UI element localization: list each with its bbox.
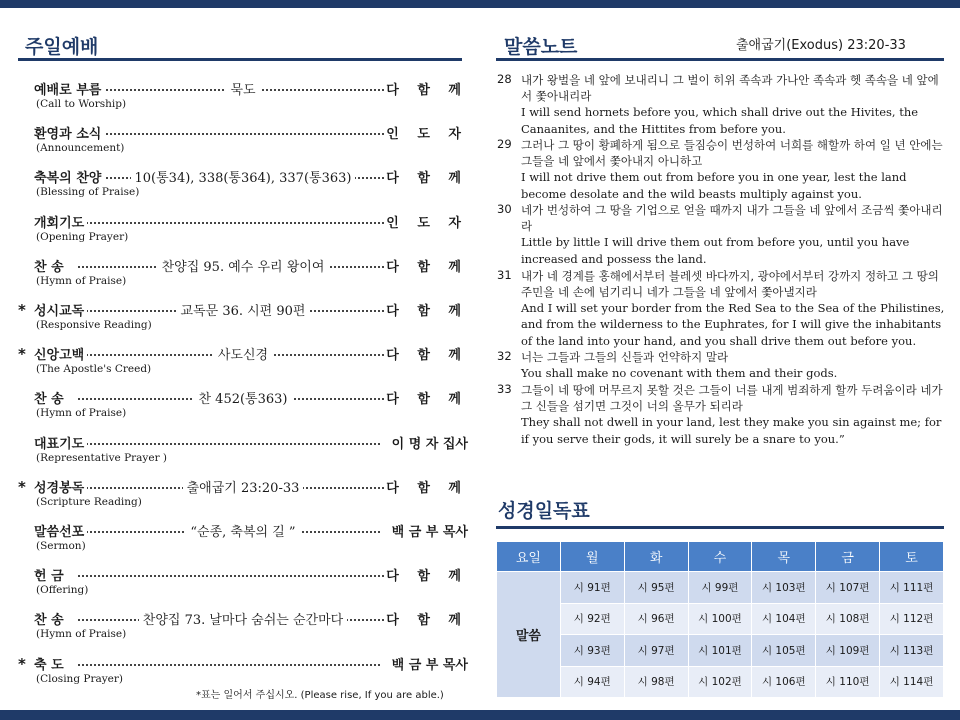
verse-english: They shall not dwell in your land, lest they make you sin against me; for if you serve their gods, it will surely be a snare to you.” [521, 414, 942, 446]
worship-item-detail-text: 교독문 36. 시편 90편 [177, 304, 310, 319]
day-header: 토 [880, 542, 944, 572]
reading-cell: 시 103편 [752, 572, 816, 604]
verse-korean: 너는 그들과 그들의 신들과 언약하지 말라 [521, 350, 729, 365]
worship-item [18, 385, 468, 429]
worship-item [18, 209, 468, 253]
worship-item-detail [113, 256, 373, 275]
reading-cell: 시 92편 [560, 603, 624, 635]
reading-plan-title: 성경일독표 [498, 500, 590, 522]
worship-item-title: 축 도 [34, 654, 67, 673]
verse-korean: 그들이 네 땅에 머무르지 못할 것은 그들이 너를 내게 범죄하게 할까 두려움이라 네가 그 신들을 섬기면 그것이 너의 올무가 되리라 [521, 382, 943, 413]
day-header: 수 [688, 542, 752, 572]
reading-cell: 시 102편 [688, 666, 752, 698]
worship-item-leader: 다 함 께 [386, 344, 468, 363]
verse-number: 33 [497, 381, 512, 396]
worship-item-english: (Closing Prayer) [36, 672, 123, 685]
worship-item-title: 헌 금 [34, 565, 67, 584]
corner-label: 요일 [497, 542, 561, 572]
standing-footnote: *표는 일어서 주십시오. (Please rise, If you are able.) [196, 690, 444, 701]
reading-cell: 시 105편 [752, 635, 816, 667]
worship-item [18, 76, 468, 120]
worship-item-title: 개회기도 [34, 212, 87, 231]
worship-item-detail-text: 찬양집 95. 예수 우리 왕이여 [158, 260, 329, 275]
reading-plan-table [496, 541, 944, 698]
verse-number: 30 [497, 202, 512, 217]
worship-item [18, 341, 468, 385]
worship-item-english: (Representative Prayer ) [36, 451, 168, 464]
verse-english: I will send hornets before you, which shall drive out the Hivites, the Canaanites, and the Hittites from before you. [521, 105, 919, 136]
worship-item-english: (The Apostle's Creed) [36, 363, 152, 376]
worship-item [18, 606, 468, 650]
worship-item-title: 찬 송 [34, 388, 67, 407]
reading-cell: 시 108편 [816, 603, 880, 635]
worship-item [18, 297, 468, 341]
worship-item-detail-text: 찬양집 73. 날마다 숨쉬는 순간마다 [139, 613, 347, 628]
verse [497, 382, 949, 447]
worship-item-detail-text: 묵도 [226, 83, 259, 98]
scripture-reference: 출애굽기(Exodus) 23:20-33 [736, 38, 906, 53]
worship-item-leader: 다 함 께 [386, 300, 468, 319]
worship-item-leader: 이 명 자 집사 [380, 433, 468, 452]
worship-item-title: 축복의 찬양 [34, 167, 104, 186]
standing-mark: * [18, 301, 26, 319]
leader-dots [78, 656, 388, 666]
verse [497, 137, 949, 202]
verse-number: 29 [497, 137, 512, 152]
worship-item-detail [113, 300, 373, 319]
worship-item-english: (Scripture Reading) [36, 495, 142, 508]
worship-item-leader: 다 함 께 [386, 609, 468, 628]
reading-cell: 시 93편 [560, 635, 624, 667]
worship-item-title: 찬 송 [34, 609, 67, 628]
day-header: 금 [816, 542, 880, 572]
worship-item-title: 성시교독 [34, 300, 87, 319]
worship-item-leader: 다 함 께 [386, 167, 468, 186]
reading-cell: 시 110편 [816, 666, 880, 698]
worship-item [18, 120, 468, 164]
reading-plan-header-row [497, 542, 944, 572]
row-label: 말씀 [497, 572, 561, 698]
worship-item-title: 성경봉독 [34, 477, 87, 496]
reading-cell: 시 113편 [880, 635, 944, 667]
verse-korean: 내가 왕벌을 네 앞에 보내리니 그 벌이 히위 족속과 가나안 족속과 헷 족속을 네 앞에서 쫓아내리라 [521, 73, 939, 103]
day-header: 월 [560, 542, 624, 572]
worship-item-english: (Hymn of Praise) [36, 628, 127, 641]
worship-item-english: (Blessing of Praise) [36, 186, 140, 199]
worship-item-detail [113, 344, 373, 363]
verse-english: I will not drive them out from before you in one year, lest the land become desolate and the wild beasts multiply against you. [521, 170, 907, 201]
verse [497, 268, 949, 350]
worship-item-english: (Responsive Reading) [36, 319, 152, 331]
reading-plan-row [497, 572, 944, 604]
worship-item-english: (Announcement) [36, 142, 125, 155]
reading-cell: 시 111편 [880, 572, 944, 604]
worship-item-detail [113, 609, 373, 628]
verse [497, 349, 949, 382]
sermon-note-title: 말씀노트 [504, 36, 578, 58]
reading-plan-row [497, 635, 944, 667]
reading-cell: 시 96편 [624, 603, 688, 635]
worship-item-detail [113, 167, 373, 186]
worship-item [18, 430, 468, 474]
reading-cell: 시 109편 [816, 635, 880, 667]
worship-item-leader: 백 금 부 목사 [380, 521, 468, 540]
standing-mark: * [18, 654, 26, 673]
worship-item-detail [113, 79, 373, 98]
worship-item-detail-text: 출애굽기 23:20-33 [183, 481, 304, 496]
reading-cell: 시 95편 [624, 572, 688, 604]
worship-item-title: 환영과 소식 [34, 123, 104, 142]
worship-item-leader: 다 함 께 [386, 388, 468, 407]
worship-item-leader: 백 금 부 목사 [380, 654, 468, 673]
sermon-note-rule [496, 58, 944, 61]
worship-item-english: (Hymn of Praise) [36, 274, 127, 287]
worship-item-english: (Hymn of Praise) [36, 407, 127, 420]
worship-item-detail [113, 521, 373, 540]
verse [497, 202, 949, 267]
standing-mark: * [18, 345, 26, 364]
reading-plan-rule [496, 526, 944, 529]
reading-cell: 시 100편 [688, 603, 752, 635]
worship-item [18, 518, 468, 562]
worship-item-detail-text: 10(통34), 338(통364), 337(통363) [131, 171, 356, 186]
day-header: 화 [624, 542, 688, 572]
reading-cell: 시 101편 [688, 635, 752, 667]
worship-item-leader: 인 도 자 [386, 123, 468, 142]
verse-english: Little by little I will drive them out from before you, until you have increased and possess the land. [521, 235, 910, 266]
reading-plan-row [497, 666, 944, 698]
day-header: 목 [752, 542, 816, 572]
worship-item-leader: 다 함 께 [386, 79, 468, 98]
reading-cell: 시 97편 [624, 635, 688, 667]
verse-korean: 내가 네 경계를 홍해에서부터 블레셋 바다까지, 광야에서부터 강까지 정하고 그 땅의 주민을 네 손에 넘기리니 네가 그들을 네 앞에서 쫓아낼지라 [521, 268, 939, 299]
worship-item-title: 예배로 부름 [34, 79, 104, 98]
worship-item-english: (Offering) [36, 584, 89, 597]
worship-item-english: (Call to Worship) [36, 98, 127, 110]
worship-item-title: 대표기도 [34, 433, 87, 452]
leader-dots [78, 435, 388, 445]
leader-dots [78, 125, 388, 135]
standing-mark: * [18, 477, 26, 496]
verse-number: 32 [497, 349, 512, 364]
worship-title-rule [18, 58, 462, 61]
verse-number: 28 [497, 72, 512, 86]
verse-number: 31 [497, 267, 512, 282]
worship-item-detail-text: 사도신경 [214, 348, 272, 363]
reading-cell: 시 99편 [688, 572, 752, 604]
worship-item [18, 474, 468, 518]
reading-cell: 시 114편 [880, 666, 944, 698]
top-bar [0, 0, 960, 8]
reading-cell: 시 98편 [624, 666, 688, 698]
verse-korean: 네가 번성하여 그 땅을 기업으로 얻을 때까지 내가 그들을 네 앞에서 조금씩 쫓아내리라 [521, 203, 943, 234]
reading-plan-row [497, 603, 944, 635]
leader-dots [78, 567, 388, 577]
worship-item-detail [113, 388, 373, 407]
worship-item-detail-text: 찬 452(통363) [194, 392, 291, 407]
verse-english: And I will set your border from the Red Sea to the Sea of the Philistines, and from the wilderness to the Euphrates, for I will give the inhabitants of the land into your hand, and you shall drive them out before you. [521, 300, 945, 348]
worship-item-detail-text: “순종, 축복의 길 ” [186, 525, 299, 540]
verse-korean: 그러나 그 땅이 황폐하게 됨으로 들짐승이 번성하여 너희를 해할까 하여 일 년 안에는 그들을 네 앞에서 쫓아내지 아니하고 [521, 138, 943, 169]
reading-cell: 시 104편 [752, 603, 816, 635]
worship-item-title: 말씀선포 [34, 521, 87, 540]
worship-item-title: 신앙고백 [34, 344, 87, 363]
worship-item-english: (Opening Prayer) [36, 230, 129, 243]
worship-title: 주일예배 [25, 36, 99, 58]
bottom-bar [0, 710, 960, 720]
scripture-verses [497, 72, 949, 447]
reading-cell: 시 112편 [880, 603, 944, 635]
worship-item-leader: 다 함 께 [386, 256, 468, 275]
verse [497, 72, 949, 137]
reading-cell: 시 94편 [560, 666, 624, 698]
worship-item-detail [113, 477, 373, 496]
worship-item-leader: 다 함 께 [386, 477, 468, 496]
reading-cell: 시 106편 [752, 666, 816, 698]
worship-item-leader: 다 함 께 [386, 565, 468, 584]
worship-item [18, 253, 468, 297]
reading-cell: 시 91편 [560, 572, 624, 604]
reading-cell: 시 107편 [816, 572, 880, 604]
worship-item [18, 164, 468, 208]
verse-english: You shall make no covenant with them and their gods. [521, 366, 838, 381]
worship-item-english: (Sermon) [36, 540, 86, 552]
leader-dots [78, 214, 388, 224]
worship-item-title: 찬 송 [34, 256, 67, 275]
worship-item [18, 562, 468, 606]
worship-item-leader: 인 도 자 [386, 212, 468, 231]
